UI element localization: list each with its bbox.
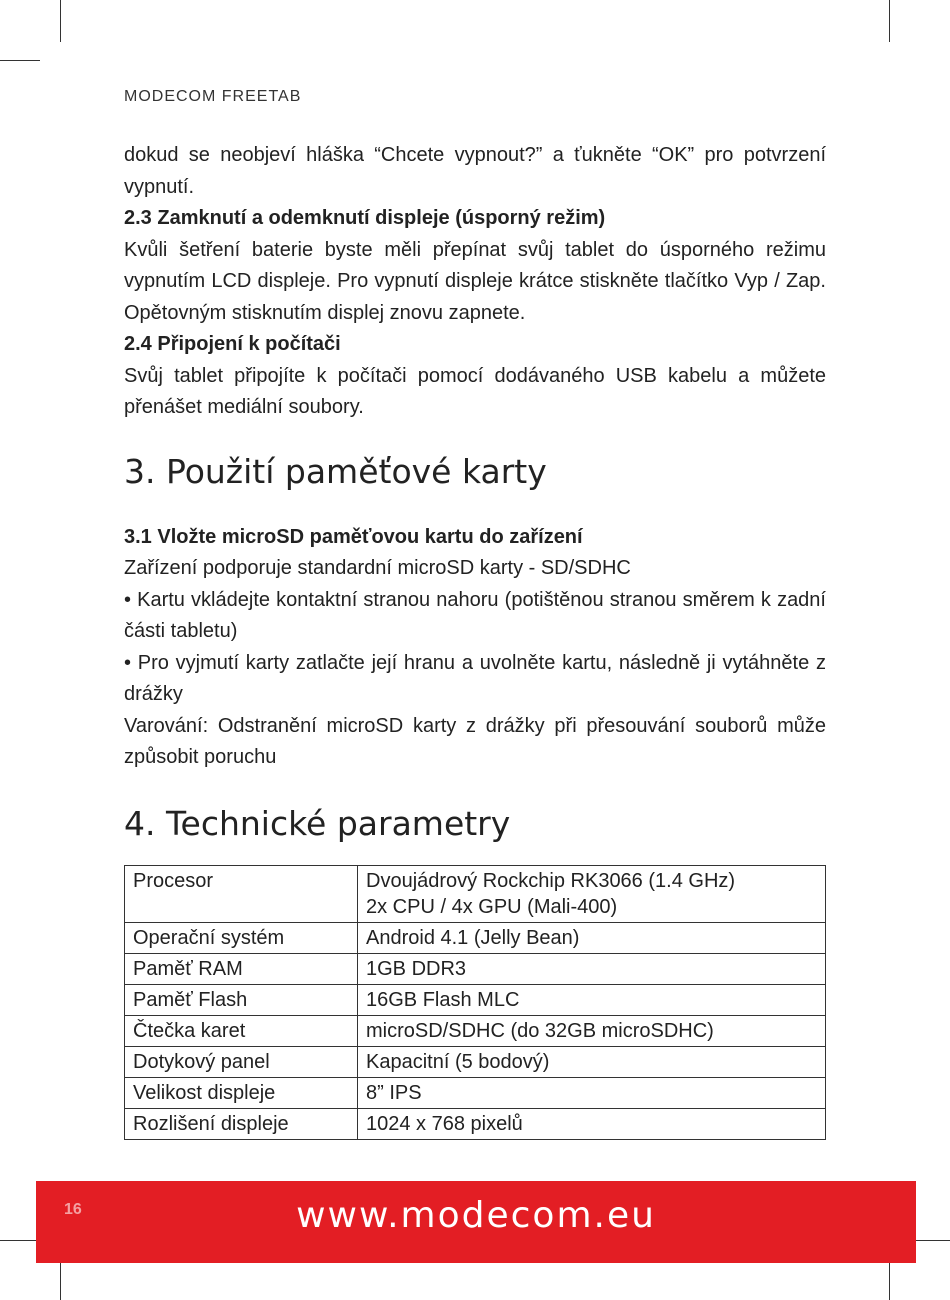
table-row: [125, 984, 826, 1015]
table-row: [125, 865, 826, 922]
spec-key: Rozlišení displeje: [125, 1108, 358, 1139]
spec-key: Procesor: [125, 865, 358, 922]
spec-key: Velikost displeje: [125, 1077, 358, 1108]
crop-mark: [0, 60, 40, 61]
crop-mark: [910, 1240, 950, 1241]
section-2-4-title: 2.4 Připojení k počítači: [124, 333, 341, 355]
section-3-1-title: 3.1 Vložte microSD paměťovou kartu do zařízení: [124, 525, 583, 548]
section-2-4-text: Svůj tablet připojíte k počítači pomocí dodávaného USB kabelu a můžete přenášet mediální soubory.: [124, 364, 826, 418]
table-row: [125, 1108, 826, 1139]
spec-value: 16GB Flash MLC: [358, 984, 826, 1015]
footer-bar: [36, 1181, 916, 1263]
section-3-warning: Varování: Odstranění microSD karty z drážky při přesouvání souborů může způsobit poruchu: [124, 714, 826, 768]
table-row: [125, 1015, 826, 1046]
spec-value: Kapacitní (5 bodový): [358, 1046, 826, 1077]
intro-paragraph: dokud se neobjeví hláška “Chcete vypnout?” a ťukněte “OK” pro potvrzení vypnutí.: [124, 144, 826, 198]
spec-key: Čtečka karet: [125, 1015, 358, 1046]
website-url: www.modecom.eu: [296, 1195, 656, 1236]
page-number: 16: [64, 1201, 82, 1218]
spec-value-line: Dvoujádrový Rockchip RK3066 (1.4 GHz): [366, 869, 736, 892]
section-3-heading: 3. Použití paměťové karty: [124, 451, 547, 491]
spec-value: 1024 x 768 pixelů: [358, 1108, 826, 1139]
table-row: [125, 953, 826, 984]
section-2-3-title: 2.3 Zamknutí a odemknutí displeje (úsporný režim): [124, 207, 606, 229]
table-row: [125, 922, 826, 953]
page-header: MODECOM FREETAB: [124, 88, 302, 105]
spec-key: Paměť Flash: [125, 984, 358, 1015]
page-content: [124, 140, 826, 1140]
spec-value: microSD/SDHC (do 32GB microSDHC): [358, 1015, 826, 1046]
table-row: [125, 1046, 826, 1077]
spec-key: Operační systém: [125, 922, 358, 953]
section-4-heading: 4. Technické parametry: [124, 803, 511, 843]
section-2-3-text: Kvůli šetření baterie byste měli přepínat svůj tablet do úsporného režimu vypnutím LCD displeje. Pro vypnutí displeje krátce stiskněte tlačítko Vyp / Zap. Opětovným stisknutím displej znovu zapnete.: [124, 238, 826, 324]
crop-mark: [889, 0, 890, 42]
spec-value: 8” IPS: [358, 1077, 826, 1108]
specs-table: [124, 865, 826, 1140]
crop-mark: [889, 1258, 890, 1300]
spec-value-line: 2x CPU / 4x GPU (Mali-400): [366, 895, 618, 918]
crop-mark: [60, 0, 61, 42]
crop-mark: [0, 1240, 40, 1241]
section-3-bullet: • Kartu vkládejte kontaktní stranou nahoru (potištěnou stranou směrem k zadní části tabletu): [124, 588, 826, 642]
spec-key: Paměť RAM: [125, 953, 358, 984]
spec-key: Dotykový panel: [125, 1046, 358, 1077]
table-row: [125, 1077, 826, 1108]
spec-value: [358, 865, 826, 922]
section-3-bullet: • Pro vyjmutí karty zatlačte její hranu a uvolněte kartu, následně ji vytáhněte z drážky: [124, 651, 826, 705]
spec-value: Android 4.1 (Jelly Bean): [358, 922, 826, 953]
section-3-line: Zařízení podporuje standardní microSD karty - SD/SDHC: [124, 557, 631, 579]
crop-mark: [60, 1258, 61, 1300]
spec-value: 1GB DDR3: [358, 953, 826, 984]
